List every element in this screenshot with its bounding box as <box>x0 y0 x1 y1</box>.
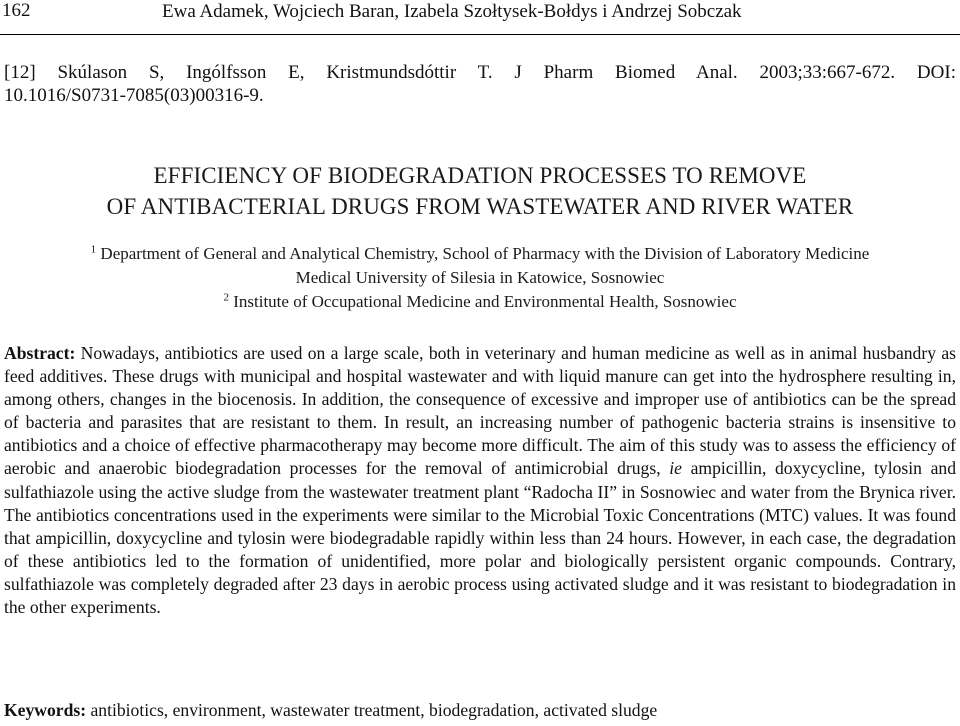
affiliation-1-line-1: Department of General and Analytical Chemistry, School of Pharmacy with the Division of Laboratory Medicine <box>100 244 870 263</box>
abstract-label: Abstract: <box>4 343 76 363</box>
affiliation-mark-2: 2 <box>223 291 229 304</box>
running-head: Ewa Adamek, Wojciech Baran, Izabela Szołtysek-Bołdys i Andrzej Sobczak <box>162 1 742 22</box>
keywords <box>4 700 956 721</box>
affiliation-1-line-2: Medical University of Silesia in Katowice, Sosnowiec <box>295 268 665 287</box>
header-rule <box>0 34 960 35</box>
keywords-label: Keywords: <box>4 700 87 720</box>
abstract-text-1: Nowadays, antibiotics are used on a large scale, both in veterinary and human medicine as well as in animal husbandry as feed additives. These drugs with municipal and hospital wastewater and with liquid manure can get into the hydrosphere resulting in, among others, changes in the biocenosis. In addition, the consequence of excessive and improper use of antibiotics can be the spread of bacteria and parasites that are resistant to them. In result, an increasing number of pathogenic bacteria strains is insensitive to antibiotics and a choice of effective pharmacotherapy may become more difficult. The aim of this study was to assess the efficiency of aerobic and anaerobic biodegradation processes for the removal of antimicrobial drugs, <box>4 343 956 479</box>
keywords-text: antibiotics, environment, wastewater treatment, biodegradation, activated sludge <box>86 700 658 720</box>
reference-line-2: 10.1016/S0731-7085(03)00316-9. <box>4 85 264 106</box>
abstract <box>4 342 956 619</box>
affiliation-1 <box>0 244 960 264</box>
abstract-text-2: ampicillin, doxycycline, tylosin and sulfathiazole using the active sludge from the wastewater treatment plant “Radocha II” in Sosnowiec and water from the Brynica river. The antibiotics concentrations used in the experiments were similar to the Microbial Toxic Concentrations (MTC) values. It was found that ampicillin, doxycycline and tylosin were biodegradable rapidly within less than 24 hours. However, in each case, the degradation of these antibiotics led to the formation of unidentified, more polar and biologically persistent organic compounds. Contrary, sulfathiazole was completely degraded after 23 days in aerobic process using activated sludge and it was resistant to biodegradation in the other experiments. <box>4 458 956 618</box>
title-line-2: OF ANTIBACTERIAL DRUGS FROM WASTEWATER AND RIVER WATER <box>106 194 854 219</box>
title-line-1: EFFICIENCY OF BIODEGRADATION PROCESSES TO REMOVE <box>153 163 807 188</box>
affiliation-mark-1: 1 <box>90 243 97 256</box>
page-number: 162 <box>2 0 31 21</box>
article-title <box>0 160 960 222</box>
affiliation-2 <box>0 292 960 312</box>
abstract-ie: ie <box>669 458 682 479</box>
affiliation-2-text: Institute of Occupational Medicine and Environmental Health, Sosnowiec <box>233 292 737 311</box>
reference-line-1: [12] Skúlason S, Ingólfsson E, Kristmundsdóttir T. J Pharm Biomed Anal. 2003;33:667-672. DOI: <box>4 62 956 83</box>
